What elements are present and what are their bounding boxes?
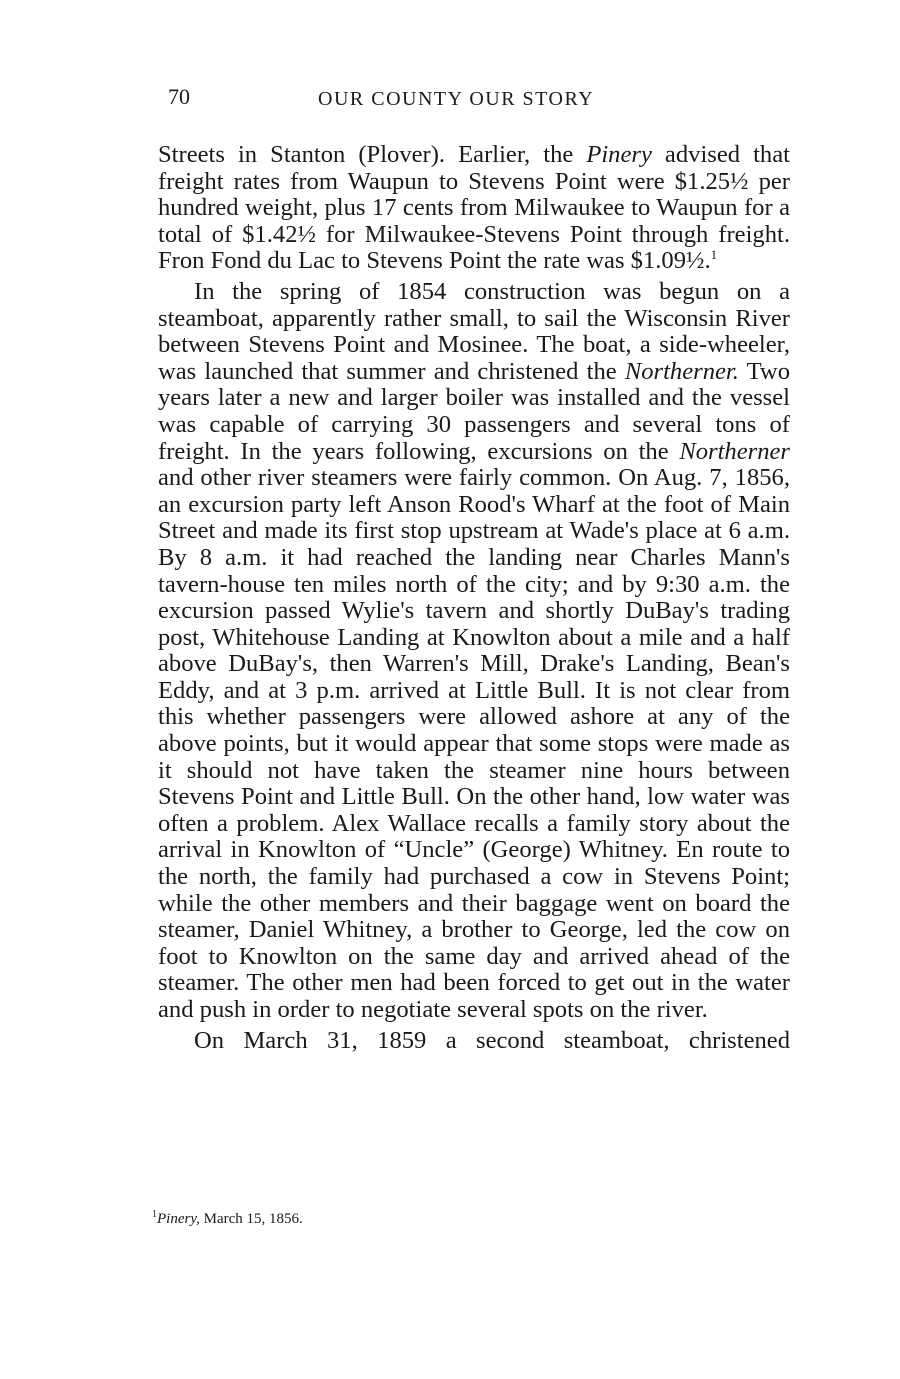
footnote-marker: 1	[152, 1209, 157, 1220]
body-text	[158, 142, 790, 1054]
page-number: 70	[168, 84, 190, 109]
italic-title: Pinery	[586, 141, 652, 168]
text-run: advised that freight rates from Waupun to Stevens Point were $1.25½ per hundred weight, plus 17 cents from Milwaukee to Waupun for a total of $1.42½ for Milwaukee-Stevens Point through freight. Fron Fond du Lac to Stevens Point the rate was $1.09½.	[158, 141, 790, 275]
paragraph-freight-rates	[158, 142, 790, 275]
running-head	[168, 84, 794, 124]
italic-title: Northerner	[679, 437, 790, 465]
running-title: OUR COUNTY OUR STORY	[318, 88, 595, 110]
text-run: and other river steamers were fairly common. On Aug. 7, 1856, an excursion party left Anson Rood's Wharf at the foot of Main Street and made its first stop upstream at Wade's place at 6 a.m. By 8 a.m. it had reached the landing near Charles Mann's tavern-house ten miles north of the city; and by 9:30 a.m. the excursion passed Wylie's tavern and shortly DuBay's trading post, Whitehouse Landing at Knowlton about a mile and a half above DuBay's, then Warren's Mill, Drake's Landing, Bean's Eddy, and at 3 p.m. arrived at Little Bull. It is not clear from this whether passengers were allowed ashore at any of the above points, but it would appear that some stops were made as it should not have taken the steamer nine hours between Stevens Point and Little Bull. On the other hand, low water was often a problem. Alex Wallace recalls a family story about the arrival in Knowlton of “Uncle” (George) Whitney. En route to the north, the family had purchased a cow in Stevens Point; while the other members and their baggage went on board the steamer, Daniel Whitney, a brother to George, led the cow on foot to Knowlton on the same day and arrived ahead of the steamer. The other men had been forced to get out in the water and push in order to negotiate several spots on the river.	[158, 464, 790, 1023]
text-run: In the spring of 1854 construction was begun on a steamboat, apparently rather small, to sail the Wisconsin River between Stevens Point and Mosinee. The boat, a side-wheeler, was launched that summer and christened the	[158, 277, 790, 385]
italic-title: Northerner.	[624, 357, 739, 385]
footnote	[152, 1211, 303, 1228]
text-run: Streets in Stanton (Plover). Earlier, the	[158, 141, 587, 168]
footnote-date: March 15, 1856.	[199, 1211, 303, 1227]
footnote-source: Pinery,	[157, 1211, 200, 1227]
footnote-reference: 1	[710, 247, 718, 263]
paragraph-second-steamboat	[158, 1028, 790, 1055]
paragraph-steamboat-northerner	[158, 279, 790, 1024]
text-run: On March 31, 1859 a second steamboat, christened	[194, 1026, 790, 1054]
text-run: Two years later a new and larger boiler was installed and the vessel was capable of carrying 30 passengers and several tons of freight. In the years following, excursions on the	[158, 357, 790, 465]
